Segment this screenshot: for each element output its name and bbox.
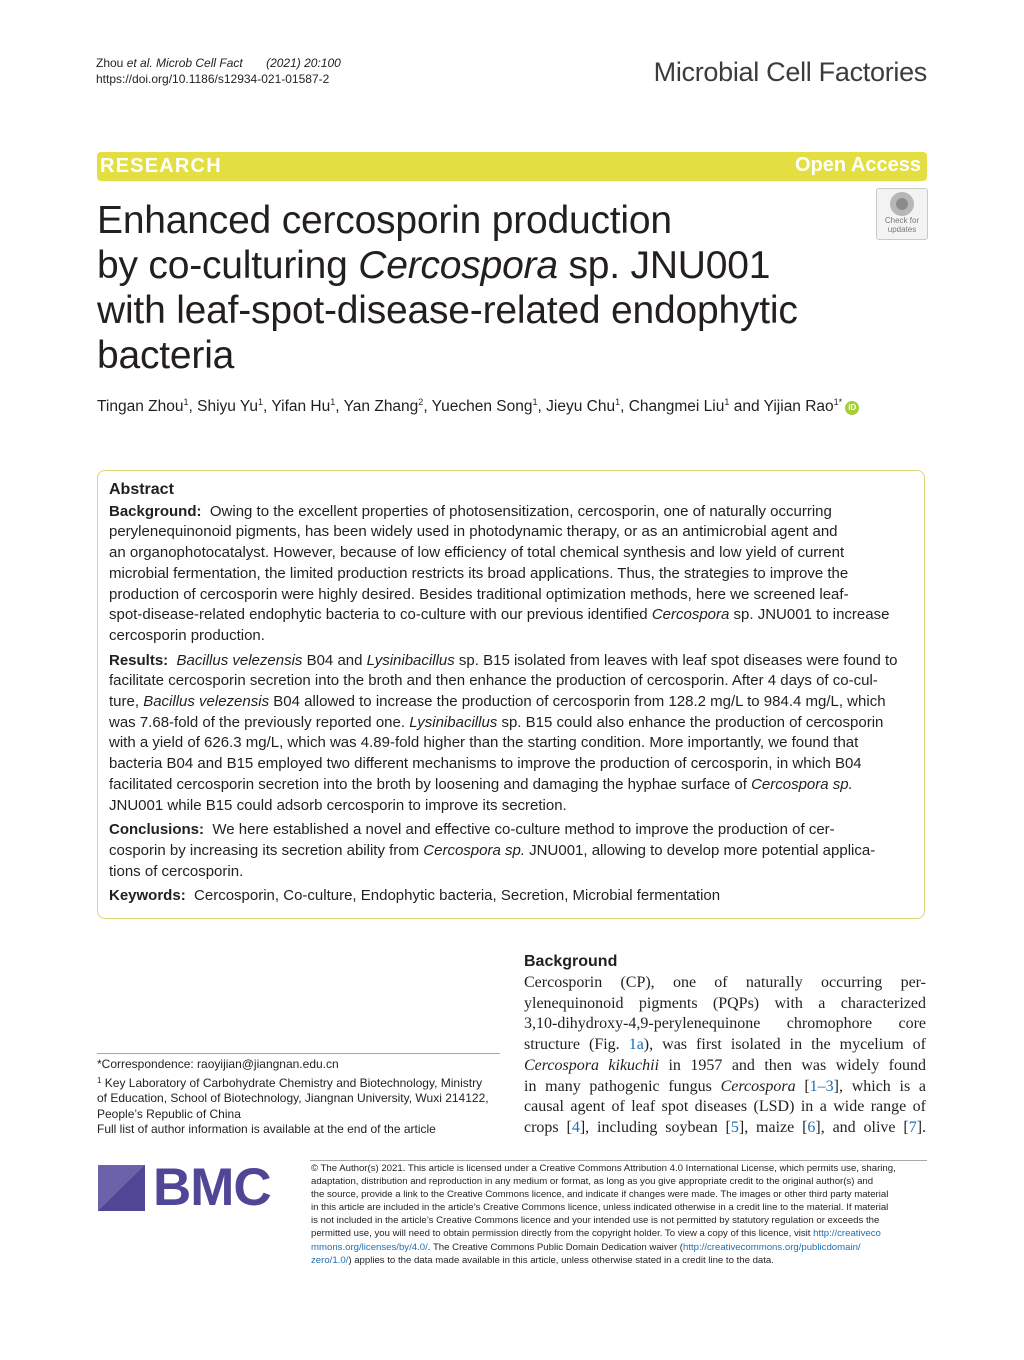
bmc-logo[interactable]	[98, 1158, 284, 1217]
footnote-divider	[97, 1053, 500, 1054]
abstract-text: sp. B15 isolated from leaves with leaf spot diseases were found to	[454, 651, 898, 669]
abstract-line: production of cercosporin were highly desired. Besides traditional optimization methods, here we screened leaf-	[109, 585, 849, 603]
license-line: is not included in the article’s Creative Commons licence and your intended use is not permitted by statutory regulation or exceeds the	[311, 1215, 880, 1227]
check-label: Check for	[884, 216, 920, 225]
body-text: in many pathogenic fungus	[524, 1077, 721, 1095]
author-name: Changmei Liu	[628, 398, 725, 415]
license-url-link[interactable]: http://creativeco	[813, 1228, 881, 1240]
body-text: ], maize [	[738, 1118, 808, 1136]
abstract-line	[109, 502, 913, 523]
body-text: ].	[916, 1118, 927, 1136]
abstract-text: JNU001, allowing to develop more potential applica-	[525, 841, 876, 859]
abstract-italic: Bacillus velezensis	[143, 693, 270, 711]
body-line: ylenequinonoid pigments (PQPs) with a characterized	[524, 994, 926, 1012]
author-separator: and	[729, 398, 764, 415]
author	[344, 398, 432, 415]
author-name: Yijian Rao	[763, 398, 834, 415]
abstract-italic: Bacillus velezensis	[176, 651, 303, 669]
author-list	[97, 397, 859, 416]
title-line: with leaf-spot-disease-related endophytic	[97, 289, 798, 332]
public-domain-link[interactable]: http://creativecommons.org/publicdomain/	[683, 1241, 861, 1253]
abstract-line: cercosporin production.	[109, 626, 265, 644]
license-segment: ) applies to the data made available in this article, unless otherwise stated in a credit line to the data.	[348, 1254, 774, 1266]
bmc-logo-mark	[98, 1165, 145, 1211]
author-name: Shiyu Yu	[197, 398, 259, 415]
abstract-line	[109, 775, 913, 796]
affiliation-line	[97, 1073, 497, 1092]
abstract-line	[109, 605, 913, 626]
background-label: Background:	[109, 502, 202, 520]
figure-link[interactable]: 1a	[628, 1036, 644, 1054]
author-affil-sup: 2	[418, 397, 424, 407]
author-affil-sup: 1	[183, 397, 189, 407]
abstract-line: perylenequinonoid pigments, has been widely used in photodynamic therapy, or as an antimicrobial agent and	[109, 523, 838, 541]
author-separator: ,	[423, 398, 432, 415]
bookmark-icon	[890, 192, 914, 216]
affiliation-line: of Education, School of Biotechnology, Jiangnan University, Wuxi 214122,	[97, 1091, 489, 1105]
author-affil-sup: 1	[615, 397, 621, 407]
citation-journal-abbrev: et al. Microb Cell Fact	[126, 56, 243, 70]
title-line: bacteria	[97, 334, 235, 377]
author	[197, 398, 271, 415]
abstract-background	[109, 502, 913, 647]
body-text: crops [	[524, 1118, 572, 1136]
citation-authors: Zhou	[96, 56, 127, 70]
abstract-text: was 7.68-fold of the previously reported one.	[109, 713, 410, 731]
body-line	[524, 1056, 926, 1077]
abstract-heading: Abstract	[109, 481, 174, 498]
abstract-box	[97, 470, 925, 919]
correspondence-line: *Correspondence: raoyijian@jiangnan.edu.cn	[97, 1057, 339, 1071]
reference-link[interactable]: 7	[908, 1118, 917, 1136]
title-text: by co-culturing	[97, 244, 359, 287]
abstract-line	[109, 692, 913, 713]
abstract-line: with a yield of 626.3 mg/L, which was 4.89-fold higher than the starting condition. More importantly, we found that	[109, 734, 859, 752]
article-type-label: RESEARCH	[100, 155, 222, 177]
license-line: © The Author(s) 2021. This article is licensed under a Creative Commons Attribution 4.0 International License, which permits use, sharing,	[311, 1163, 896, 1174]
abstract-italic: Cercospora sp.	[751, 775, 853, 793]
abstract-line: JNU001 while B15 could adsorb cercosporin to improve its secretion.	[109, 796, 567, 814]
body-text: ), was first isolated in the mycelium of	[643, 1036, 926, 1054]
keywords-text: Cercosporin, Co-culture, Endophytic bacteria, Secretion, Microbial fermentation	[194, 887, 721, 905]
license-line: adaptation, distribution and reproduction in any medium or format, as long as you give appropriate credit to the original author(s) and	[311, 1176, 874, 1188]
affiliation-sup: 1	[97, 1075, 102, 1085]
abstract-text: B04 allowed to increase the production of cercosporin from 128.2 mg/L to 984.4 mg/L, which	[269, 693, 886, 711]
title-italic-genus: Cercospora	[358, 244, 558, 287]
body-line	[524, 1118, 926, 1139]
background-heading: Background	[524, 953, 618, 970]
conclusions-label: Conclusions:	[109, 821, 205, 839]
title-line	[97, 243, 837, 288]
abstract-line	[109, 820, 913, 841]
body-text: ], which is a	[833, 1077, 926, 1095]
author	[546, 398, 629, 415]
abstract-line	[109, 841, 913, 862]
title-text: sp. JNU001	[557, 244, 771, 287]
author-name: Yan Zhang	[343, 398, 419, 415]
body-line: causal agent of leaf spot diseases (LSD) in a wide range of	[524, 1098, 926, 1116]
body-text: [	[795, 1077, 810, 1095]
license-divider	[310, 1160, 927, 1161]
author-affil-sup: 1*	[833, 397, 843, 407]
citation-line	[96, 55, 341, 71]
author-affil-sup: 1	[330, 397, 336, 407]
journal-name: Microbial Cell Factories	[653, 57, 927, 87]
abstract-line	[109, 713, 913, 734]
footnote-block	[97, 1057, 497, 1138]
abstract-text: spot-disease-related endophytic bacteria to co-culture with our previous identified	[109, 606, 652, 624]
orcid-icon[interactable]: iD	[845, 401, 859, 415]
author-affil-sup: 1	[258, 397, 264, 407]
abstract-line	[109, 651, 913, 672]
open-access-label: Open Access	[795, 154, 921, 176]
abstract-italic: Lysinibacillus	[409, 713, 498, 731]
abstract-text: sp. JNU001 to increase	[729, 606, 890, 624]
article-type-banner	[97, 152, 927, 181]
abstract-italic: Cercospora	[651, 606, 730, 624]
abstract-line: microbial fermentation, the limited production restricts its broad applications. Thus, the strategies to improve the	[109, 564, 849, 582]
abstract-line: facilitate cercosporin secretion into the broth and then enhance the production of cercosporin. After 4 days of co-cul-	[109, 672, 878, 690]
abstract-keywords	[109, 886, 913, 907]
license-line: in this article are included in the article’s Creative Commons licence, unless indicated otherwise in a credit line to the material. If material	[311, 1202, 889, 1214]
license-line	[311, 1227, 927, 1240]
results-label: Results:	[109, 651, 169, 669]
reference-link[interactable]: 5	[730, 1118, 739, 1136]
abstract-text: ture,	[109, 693, 144, 711]
citation-year: (2021) 20:100	[266, 56, 341, 70]
body-text: ], including soybean [	[579, 1118, 731, 1136]
author-affil-sup: 1	[532, 397, 538, 407]
author-name: Tingan Zhou	[97, 398, 184, 415]
abstract-text: B04 and	[302, 651, 367, 669]
body-line	[524, 1035, 926, 1056]
background-paragraph	[524, 973, 926, 1139]
body-line	[524, 1077, 926, 1098]
author-separator: ,	[188, 398, 198, 415]
body-text: ], and olive [	[815, 1118, 909, 1136]
bmc-logo-text: BMC	[153, 1158, 271, 1217]
author	[629, 398, 764, 415]
abstract-italic: Lysinibacillus	[366, 651, 455, 669]
reference-link[interactable]: 4	[571, 1118, 580, 1136]
author-affil-sup: 1	[724, 397, 730, 407]
updates-label: updates	[887, 225, 917, 234]
license-line	[311, 1254, 927, 1267]
body-italic: Cercospora kikuchii	[524, 1056, 660, 1074]
license-line: the source, provide a link to the Creative Commons licence, and indicate if changes were made. The images or other third party material	[311, 1189, 889, 1201]
doi-link[interactable]: https://doi.org/10.1186/s12934-021-01587-2	[96, 72, 330, 86]
abstract-text: We here established a novel and effective co-culture method to improve the production of cer-	[212, 821, 835, 839]
author-separator: ,	[620, 398, 629, 415]
abstract-line: an organophotocatalyst. However, because of low efficiency of total chemical synthesis and low yield of current	[109, 544, 845, 562]
affiliation-line: People’s Republic of China	[97, 1106, 241, 1121]
check-for-updates-badge[interactable]	[876, 188, 928, 240]
author	[432, 398, 546, 415]
body-text: in 1957 and then was widely found	[659, 1056, 926, 1074]
abstract-line	[109, 886, 913, 907]
title-line: Enhanced cercosporin production	[97, 199, 672, 242]
abstract-italic: Cercospora sp.	[423, 841, 526, 859]
license-url-link[interactable]: mmons.org/licenses/by/4.0/	[311, 1241, 428, 1253]
affiliation-text: Key Laboratory of Carbohydrate Chemistry and Biotechnology, Ministry	[101, 1075, 483, 1090]
author-separator: ,	[335, 398, 344, 415]
abstract-line: bacteria B04 and B15 employed two different mechanisms to improve the production of cercosporin, in which B04	[109, 755, 862, 773]
bmc-logo-facet	[98, 1165, 145, 1211]
abstract-text: sp. B15 could also enhance the production of cercosporin	[497, 713, 884, 731]
citation-block	[96, 55, 341, 87]
license-line	[311, 1241, 927, 1254]
author	[764, 398, 843, 415]
article-title	[97, 198, 837, 378]
author-name: Yuechen Song	[431, 398, 533, 415]
abstract-line: tions of cercosporin.	[109, 862, 244, 880]
license-segment: . The Creative Commons Public Domain Dedication waiver (	[427, 1241, 684, 1253]
abstract-conclusions	[109, 820, 913, 882]
author-separator: ,	[537, 398, 547, 415]
reference-link[interactable]: 1–3	[809, 1077, 834, 1095]
abstract-text: Owing to the excellent properties of photosensitization, cercosporin, one of naturally occurring	[209, 502, 832, 520]
abstract-text: cosporin by increasing its secretion ability from	[109, 841, 424, 859]
keywords-label: Keywords:	[109, 887, 186, 905]
author-name: Yifan Hu	[271, 398, 331, 415]
license-text	[311, 1162, 927, 1267]
author-name: Jieyu Chu	[546, 398, 616, 415]
full-author-info-note: Full list of author information is available at the end of the article	[97, 1122, 436, 1136]
author-separator: ,	[263, 398, 272, 415]
body-line: Cercosporin (CP), one of naturally occurring per-	[524, 974, 926, 991]
author	[97, 398, 197, 415]
abstract-text: facilitated cercosporin secretion into the broth by loosening and damaging the hyphae surface of	[109, 775, 752, 793]
license-segment: permitted use, you will need to obtain permission directly from the copyright holder. To view a copy of this licence, visit	[311, 1228, 814, 1240]
abstract-results	[109, 651, 913, 817]
body-text: structure (Fig.	[524, 1036, 629, 1054]
body-line: 3,10-dihydroxy-4,9-perylenequinone chromophore core	[524, 1015, 926, 1033]
public-domain-link[interactable]: zero/1.0/	[311, 1254, 349, 1266]
reference-link[interactable]: 6	[807, 1118, 816, 1136]
body-italic: Cercospora	[720, 1077, 796, 1095]
author	[271, 398, 343, 415]
